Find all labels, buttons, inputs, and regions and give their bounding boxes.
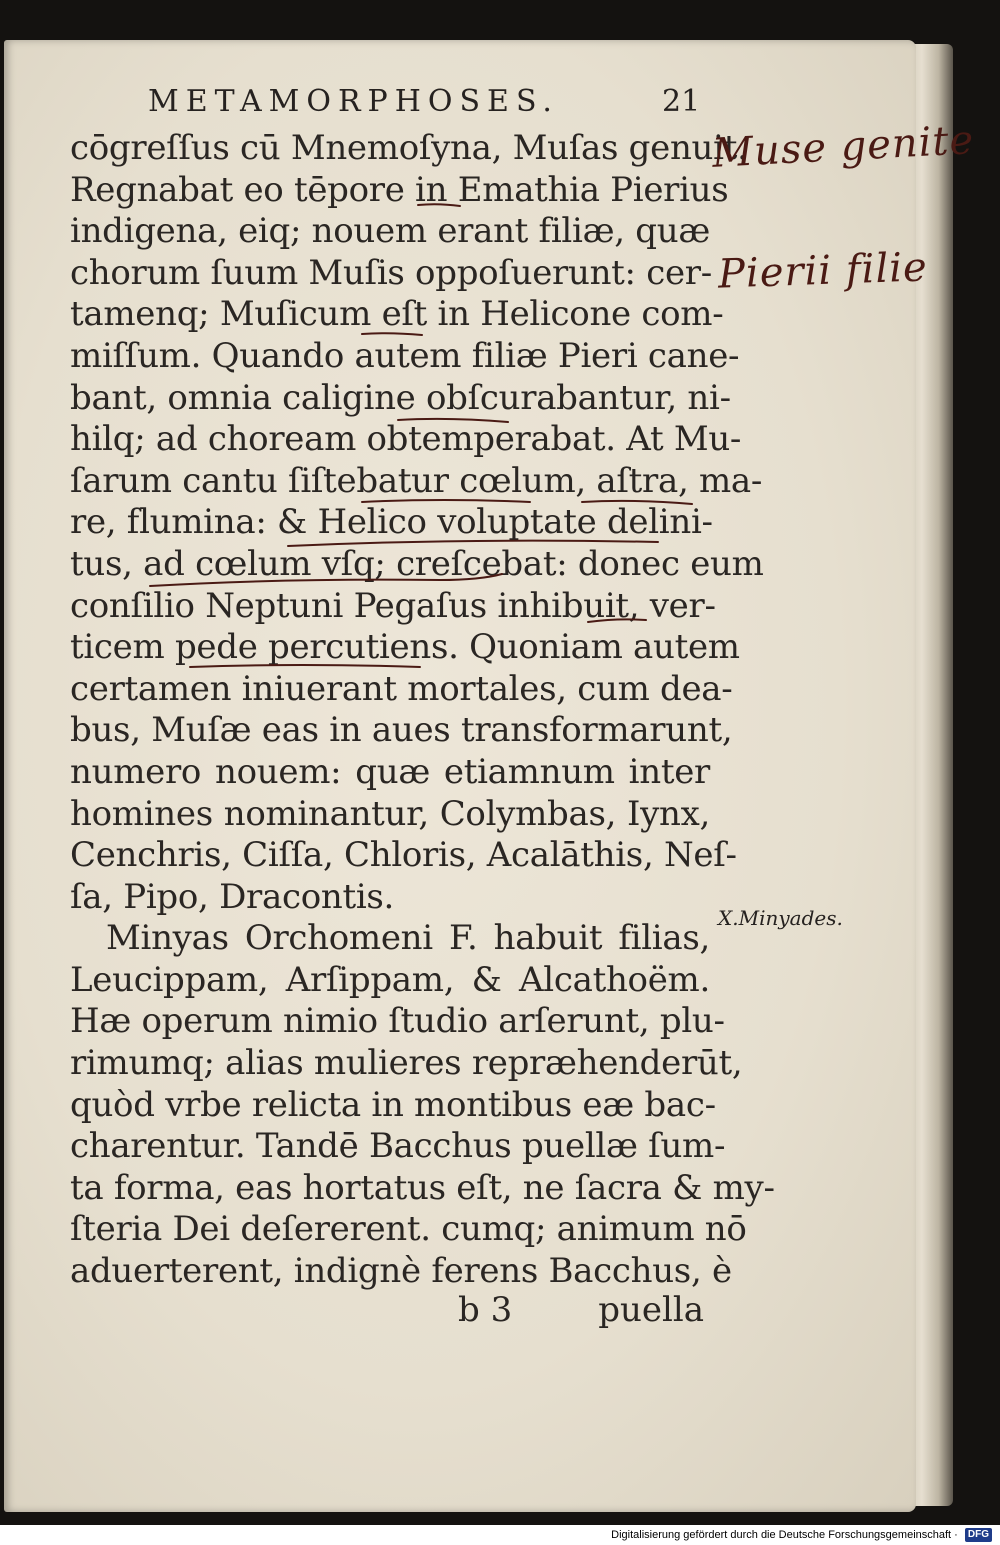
dfg-logo-icon: DFG (965, 1528, 992, 1542)
text-line: homines nominantur, Colymbas, Iynx, (70, 793, 710, 834)
text-line: ticem pede percutiens. Quoniam autem (70, 627, 740, 668)
footer-credit: Digitalisierung gefördert durch die Deutsche Forschungsgemeinschaft · (611, 1529, 958, 1542)
text-line: Minyas Orchomeni F. habuit filias, (106, 918, 710, 959)
text-line: indigena, eiq; nouem erant filiæ, quæ (70, 211, 710, 252)
text-line: re, flumina: & Helico voluptate delini- (70, 502, 713, 543)
catchword: puella (598, 1290, 704, 1330)
text-line: bus, Muſæ eas in aues transformarunt, (70, 710, 733, 751)
handwritten-marginal-note: Pierii filie (717, 244, 929, 298)
text-line: aduerterent, indignè ferens Bacchus, è (70, 1251, 732, 1292)
text-line: Leucippam, Arſippam, & Alcathoëm. (70, 959, 710, 1000)
text-line: miſſum. Quando autem filiæ Pieri cane- (70, 335, 740, 376)
text-line: certamen iniuerant mortales, cum dea- (70, 668, 733, 709)
text-line: chorum ſuum Muſis oppoſuerunt: cer- (70, 252, 712, 293)
text-line: ta forma, eas hortatus eſt, ne ſacra & my- (70, 1167, 775, 1208)
handwritten-marginal-note: Muse genite (710, 117, 976, 177)
printed-marginal-note: X.Minyades. (718, 906, 843, 930)
text-line: conſilio Neptuni Pegaſus inhibuit, ver- (70, 585, 716, 626)
text-line: charentur. Tandē Bacchus puellæ ſum- (70, 1126, 726, 1167)
text-line: Regnabat eo tēpore in Emathia Pierius (70, 169, 729, 210)
running-title: METAMORPHOSES. (148, 84, 559, 119)
text-line: Cenchris, Ciſſa, Chloris, Acalāthis, Neſ- (70, 835, 737, 876)
text-line: ſteria Dei deſererent. cumq; animum nō (70, 1209, 747, 1250)
text-line: cōgreſſus cū Mnemoſyna, Muſas genuit. (70, 128, 748, 168)
text-line: hilq; ad choream obtemperabat. At Mu- (70, 419, 742, 460)
catch-line (70, 1290, 710, 1332)
text-line: quòd vrbe relicta in montibus eæ bac- (70, 1084, 716, 1125)
signature-mark: b 3 (458, 1290, 513, 1330)
main-text (70, 128, 775, 1293)
text-line: ſarum cantu ſiſtebatur cœlum, aſtra, ma- (70, 460, 763, 501)
text-line: tus, ad cœlum vſq; creſcebat: donec eum (70, 543, 764, 584)
page-number: 21 (662, 84, 701, 119)
text-line: bant, omnia caligine obſcurabantur, ni- (70, 377, 731, 418)
text-line: rimumq; alias mulieres repræhenderūt, (70, 1043, 743, 1084)
text-line: ſa, Pipo, Dracontis. (70, 876, 395, 917)
text-line: Hæ operum nimio ſtudio arſerunt, plu- (70, 1001, 725, 1042)
digitization-footer (0, 1525, 1000, 1545)
text-line: tamenq; Muſicum eſt in Helicone com- (70, 294, 724, 335)
text-line: numero nouem: quæ etiamnum inter (70, 751, 710, 792)
